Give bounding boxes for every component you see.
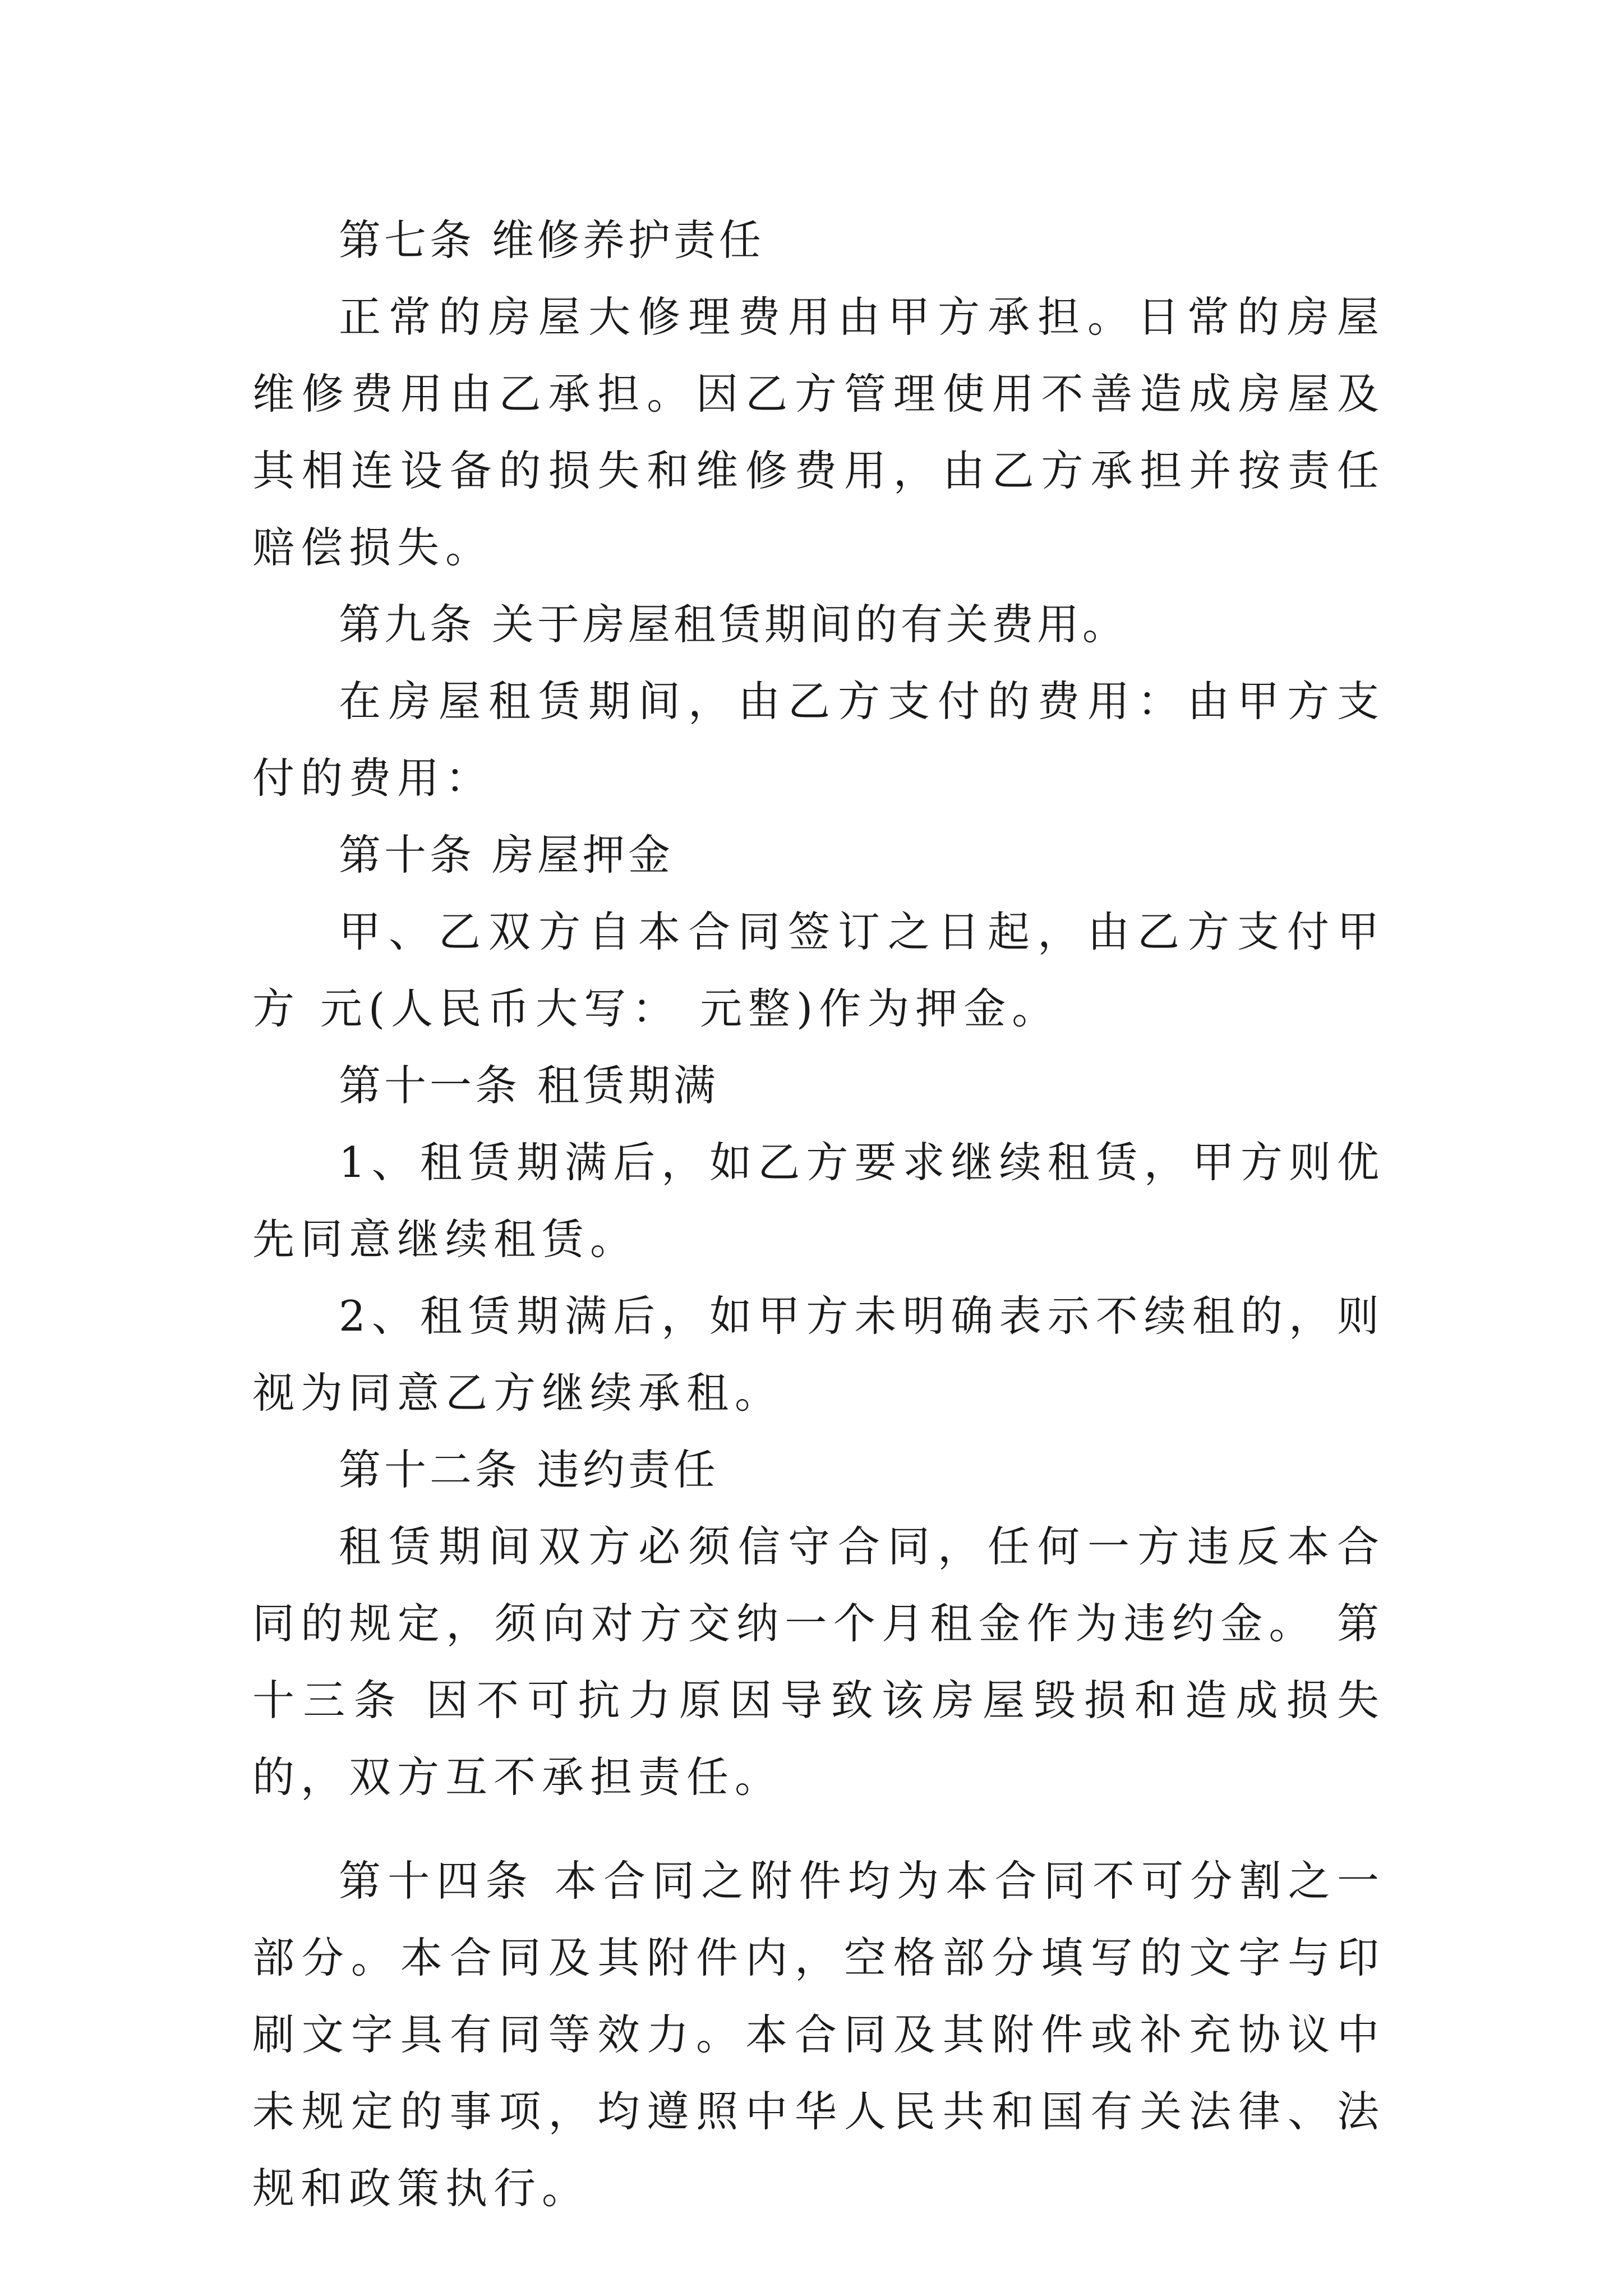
document-page [252, 202, 1385, 2227]
article-7-body: 正常的房屋大修理费用由甲方承担。日常的房屋维修费用由乙承担。因乙方管理使用不善造成房屋及其相连设备的损失和维修费用，由乙方承担并按责任赔偿损失。 [252, 292, 1385, 572]
article-12-body: 租赁期间双方必须信守合同，任何一方违反本合同的规定，须向对方交纳一个月租金作为违约金。 第十三条 因不可抗力原因导致该房屋毁损和造成损失的，双方互不承担责任。 [252, 1522, 1385, 1802]
article-11-item-2: 2、租赁期满后，如甲方未明确表示不续租的，则视为同意乙方继续承租。 [252, 1291, 1385, 1418]
article-11-item-1: 1、租赁期满后，如乙方要求继续租赁，甲方则优先同意继续租赁。 [252, 1138, 1385, 1264]
article-14-body: 第十四条 本合同之附件均为本合同不可分割之一部分。本合同及其附件内，空格部分填写的文字与印刷文字具有同等效力。本合同及其附件或补充协议中未规定的事项，均遵照中华人民共和国有关法律、法规和政策执行。 [252, 1856, 1385, 2213]
article-10-body: 甲、乙双方自本合同签订之日起，由乙方支付甲方 元(人民币大写： 元整)作为押金。 [252, 907, 1385, 1033]
article-11-heading: 第十一条 租赁期满 [339, 1061, 719, 1110]
article-9-heading: 第九条 关于房屋租赁期间的有关费用。 [339, 600, 1128, 649]
article-7-heading: 第七条 维修养护责任 [339, 215, 764, 265]
article-10-heading: 第十条 房屋押金 [339, 830, 674, 880]
article-9-body: 在房屋租赁期间，由乙方支付的费用：由甲方支付的费用： [252, 677, 1385, 803]
article-12-heading: 第十二条 违约责任 [339, 1445, 719, 1494]
